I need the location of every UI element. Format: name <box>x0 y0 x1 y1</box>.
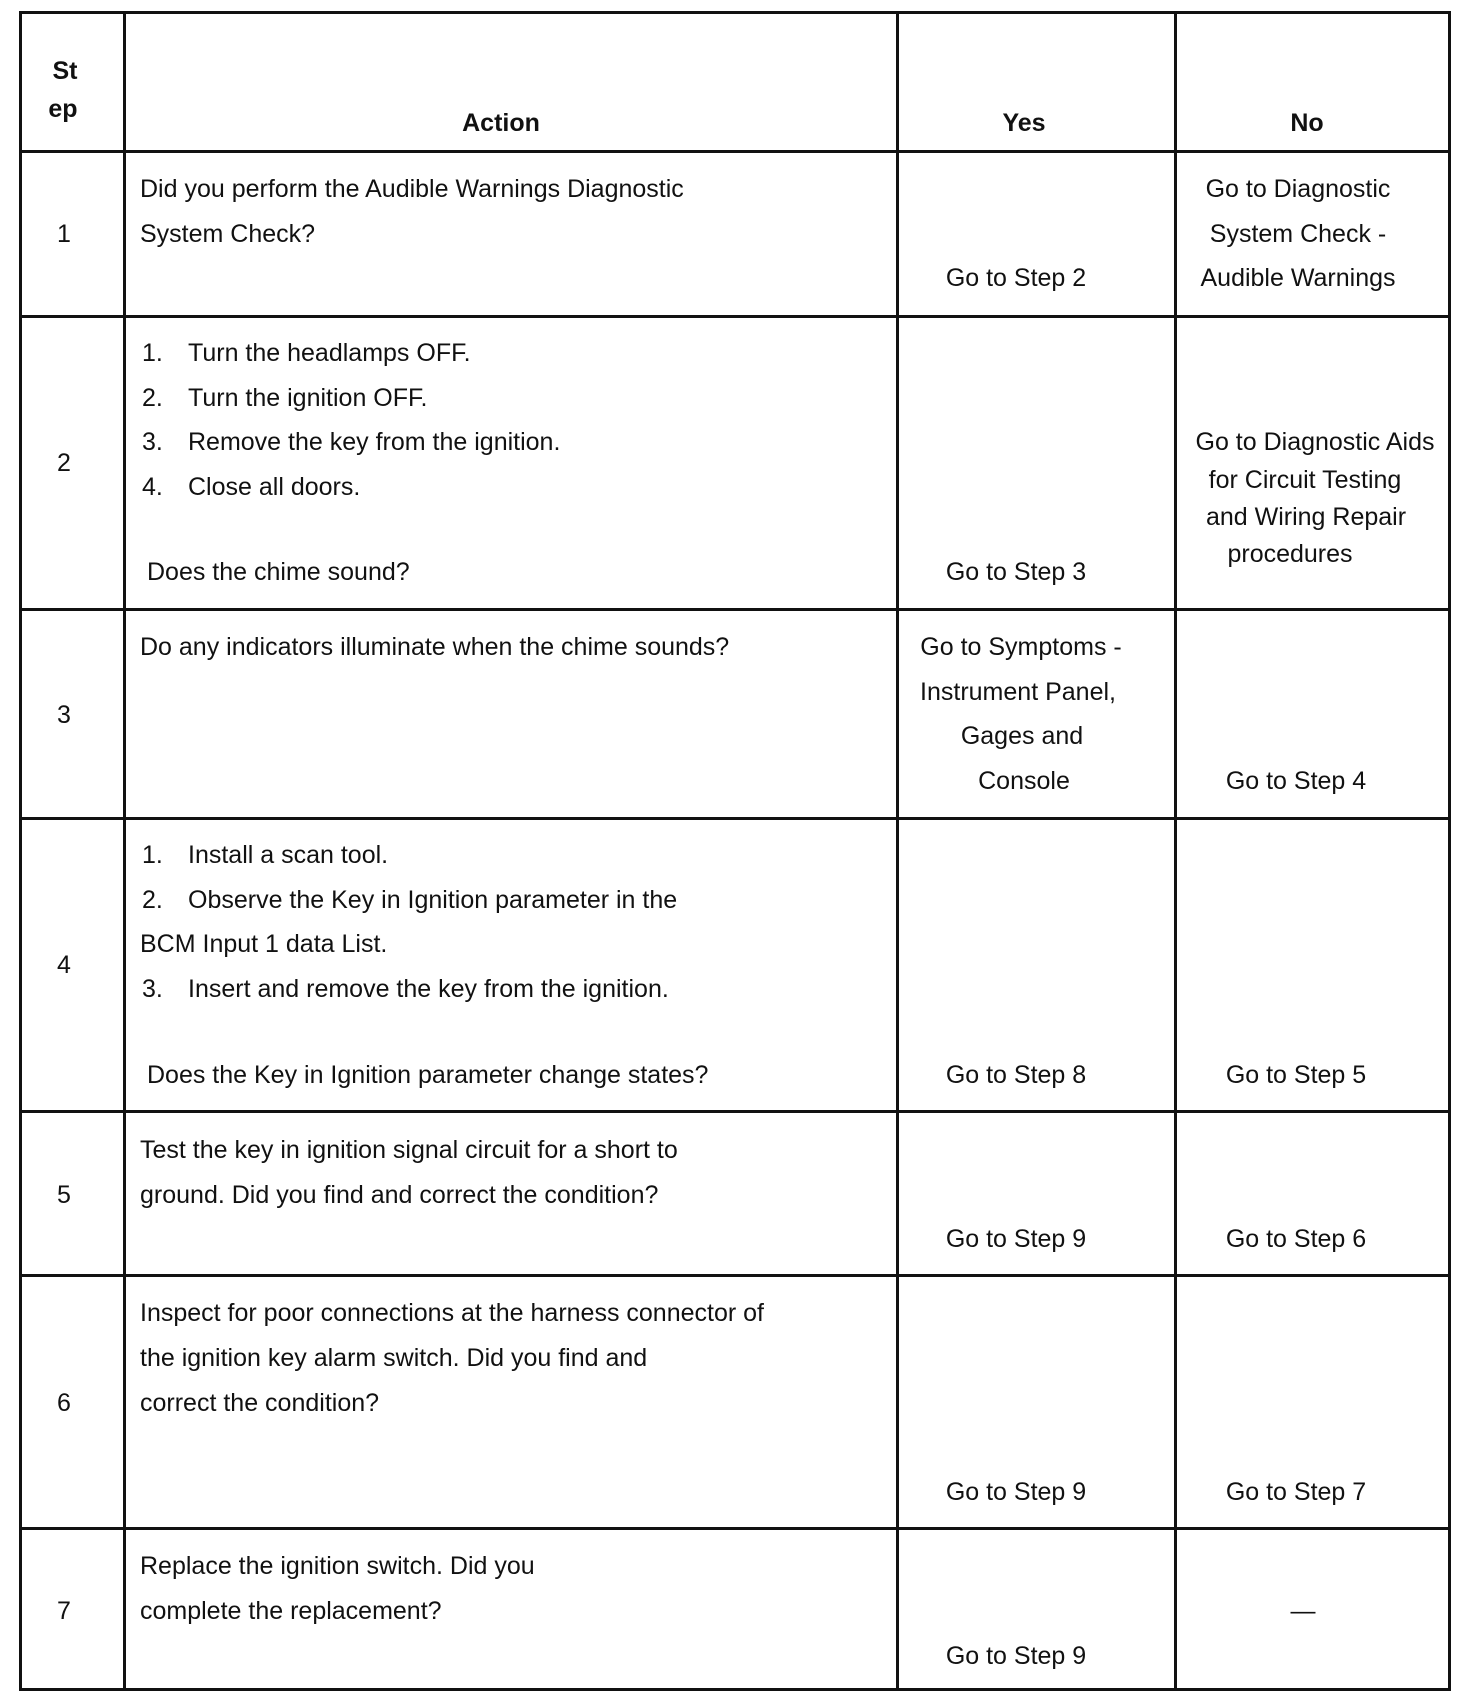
list-number: 2. <box>142 886 163 914</box>
no-result: Go to Step 6 <box>1225 1225 1367 1253</box>
row-divider <box>22 817 1448 820</box>
header-action: Action <box>462 109 540 137</box>
no-result: and Wiring Repair <box>1205 503 1407 531</box>
question-text: Does the chime sound? <box>147 558 410 586</box>
list-number: 3. <box>142 428 163 456</box>
step-number: 2 <box>57 449 71 477</box>
list-text: Turn the ignition OFF. <box>188 384 428 412</box>
list-number: 4. <box>142 473 163 501</box>
no-result: Go to Diagnostic Aids <box>1195 428 1435 456</box>
list-number: 1. <box>142 339 163 367</box>
yes-result: Console <box>978 767 1070 795</box>
action-text: Do any indicators illuminate when the chime sounds? <box>140 633 730 661</box>
question-text: Does the Key in Ignition parameter change states? <box>147 1061 709 1089</box>
row-divider <box>22 608 1448 611</box>
yes-result: Go to Step 9 <box>945 1478 1087 1506</box>
column-divider <box>1174 14 1177 1688</box>
header-yes: Yes <box>1002 109 1046 137</box>
no-result: Go to Diagnostic <box>1205 175 1391 203</box>
yes-result: Go to Step 2 <box>945 264 1087 292</box>
list-text: Close all doors. <box>188 473 361 501</box>
list-number: 3. <box>142 975 163 1003</box>
header-step-line-1: St <box>52 57 78 85</box>
no-result: procedures <box>1227 540 1353 568</box>
no-result: Go to Step 4 <box>1225 767 1367 795</box>
list-text: Turn the headlamps OFF. <box>188 339 471 367</box>
step-number: 7 <box>57 1597 71 1625</box>
yes-result: Go to Step 8 <box>945 1061 1087 1089</box>
header-no: No <box>1290 109 1324 137</box>
action-text: ground. Did you find and correct the condition? <box>140 1181 659 1209</box>
action-text: Did you perform the Audible Warnings Diagnostic <box>140 175 684 203</box>
header-step-line-2: ep <box>48 95 78 123</box>
list-text: Insert and remove the key from the ignition. <box>188 975 669 1003</box>
yes-result: Gages and <box>960 722 1084 750</box>
no-result: Audible Warnings <box>1200 264 1396 292</box>
action-text: System Check? <box>140 220 316 248</box>
action-text: Test the key in ignition signal circuit for a short to <box>140 1136 678 1164</box>
row-divider <box>22 315 1448 318</box>
action-text: Inspect for poor connections at the harness connector of <box>140 1299 764 1327</box>
no-result: System Check - <box>1209 220 1387 248</box>
no-result: Go to Step 7 <box>1225 1478 1367 1506</box>
action-text: correct the condition? <box>140 1389 380 1417</box>
step-number: 4 <box>57 951 71 979</box>
no-result: — <box>1290 1597 1316 1625</box>
step-number: 6 <box>57 1389 71 1417</box>
yes-result: Go to Step 9 <box>945 1642 1087 1670</box>
column-divider <box>123 14 126 1688</box>
list-text: Remove the key from the ignition. <box>188 428 561 456</box>
row-divider <box>22 1274 1448 1277</box>
row-divider <box>22 1110 1448 1113</box>
action-text: the ignition key alarm switch. Did you find and <box>140 1344 648 1372</box>
yes-result: Go to Symptoms - <box>920 633 1122 661</box>
step-number: 3 <box>57 701 71 729</box>
step-number: 5 <box>57 1181 71 1209</box>
yes-result: Go to Step 9 <box>945 1225 1087 1253</box>
list-text: Install a scan tool. <box>188 841 389 869</box>
yes-result: Instrument Panel, <box>920 678 1116 706</box>
yes-result: Go to Step 3 <box>945 558 1087 586</box>
column-divider <box>896 14 899 1688</box>
action-text: Replace the ignition switch. Did you <box>140 1552 535 1580</box>
no-result: Go to Step 5 <box>1225 1061 1367 1089</box>
list-text: BCM Input 1 data List. <box>140 930 388 958</box>
list-number: 2. <box>142 384 163 412</box>
list-text: Observe the Key in Ignition parameter in the <box>188 886 678 914</box>
action-text: complete the replacement? <box>140 1597 442 1625</box>
list-number: 1. <box>142 841 163 869</box>
step-number: 1 <box>57 220 71 248</box>
no-result: for Circuit Testing <box>1208 466 1402 494</box>
row-divider <box>22 1527 1448 1530</box>
row-divider <box>22 150 1448 153</box>
